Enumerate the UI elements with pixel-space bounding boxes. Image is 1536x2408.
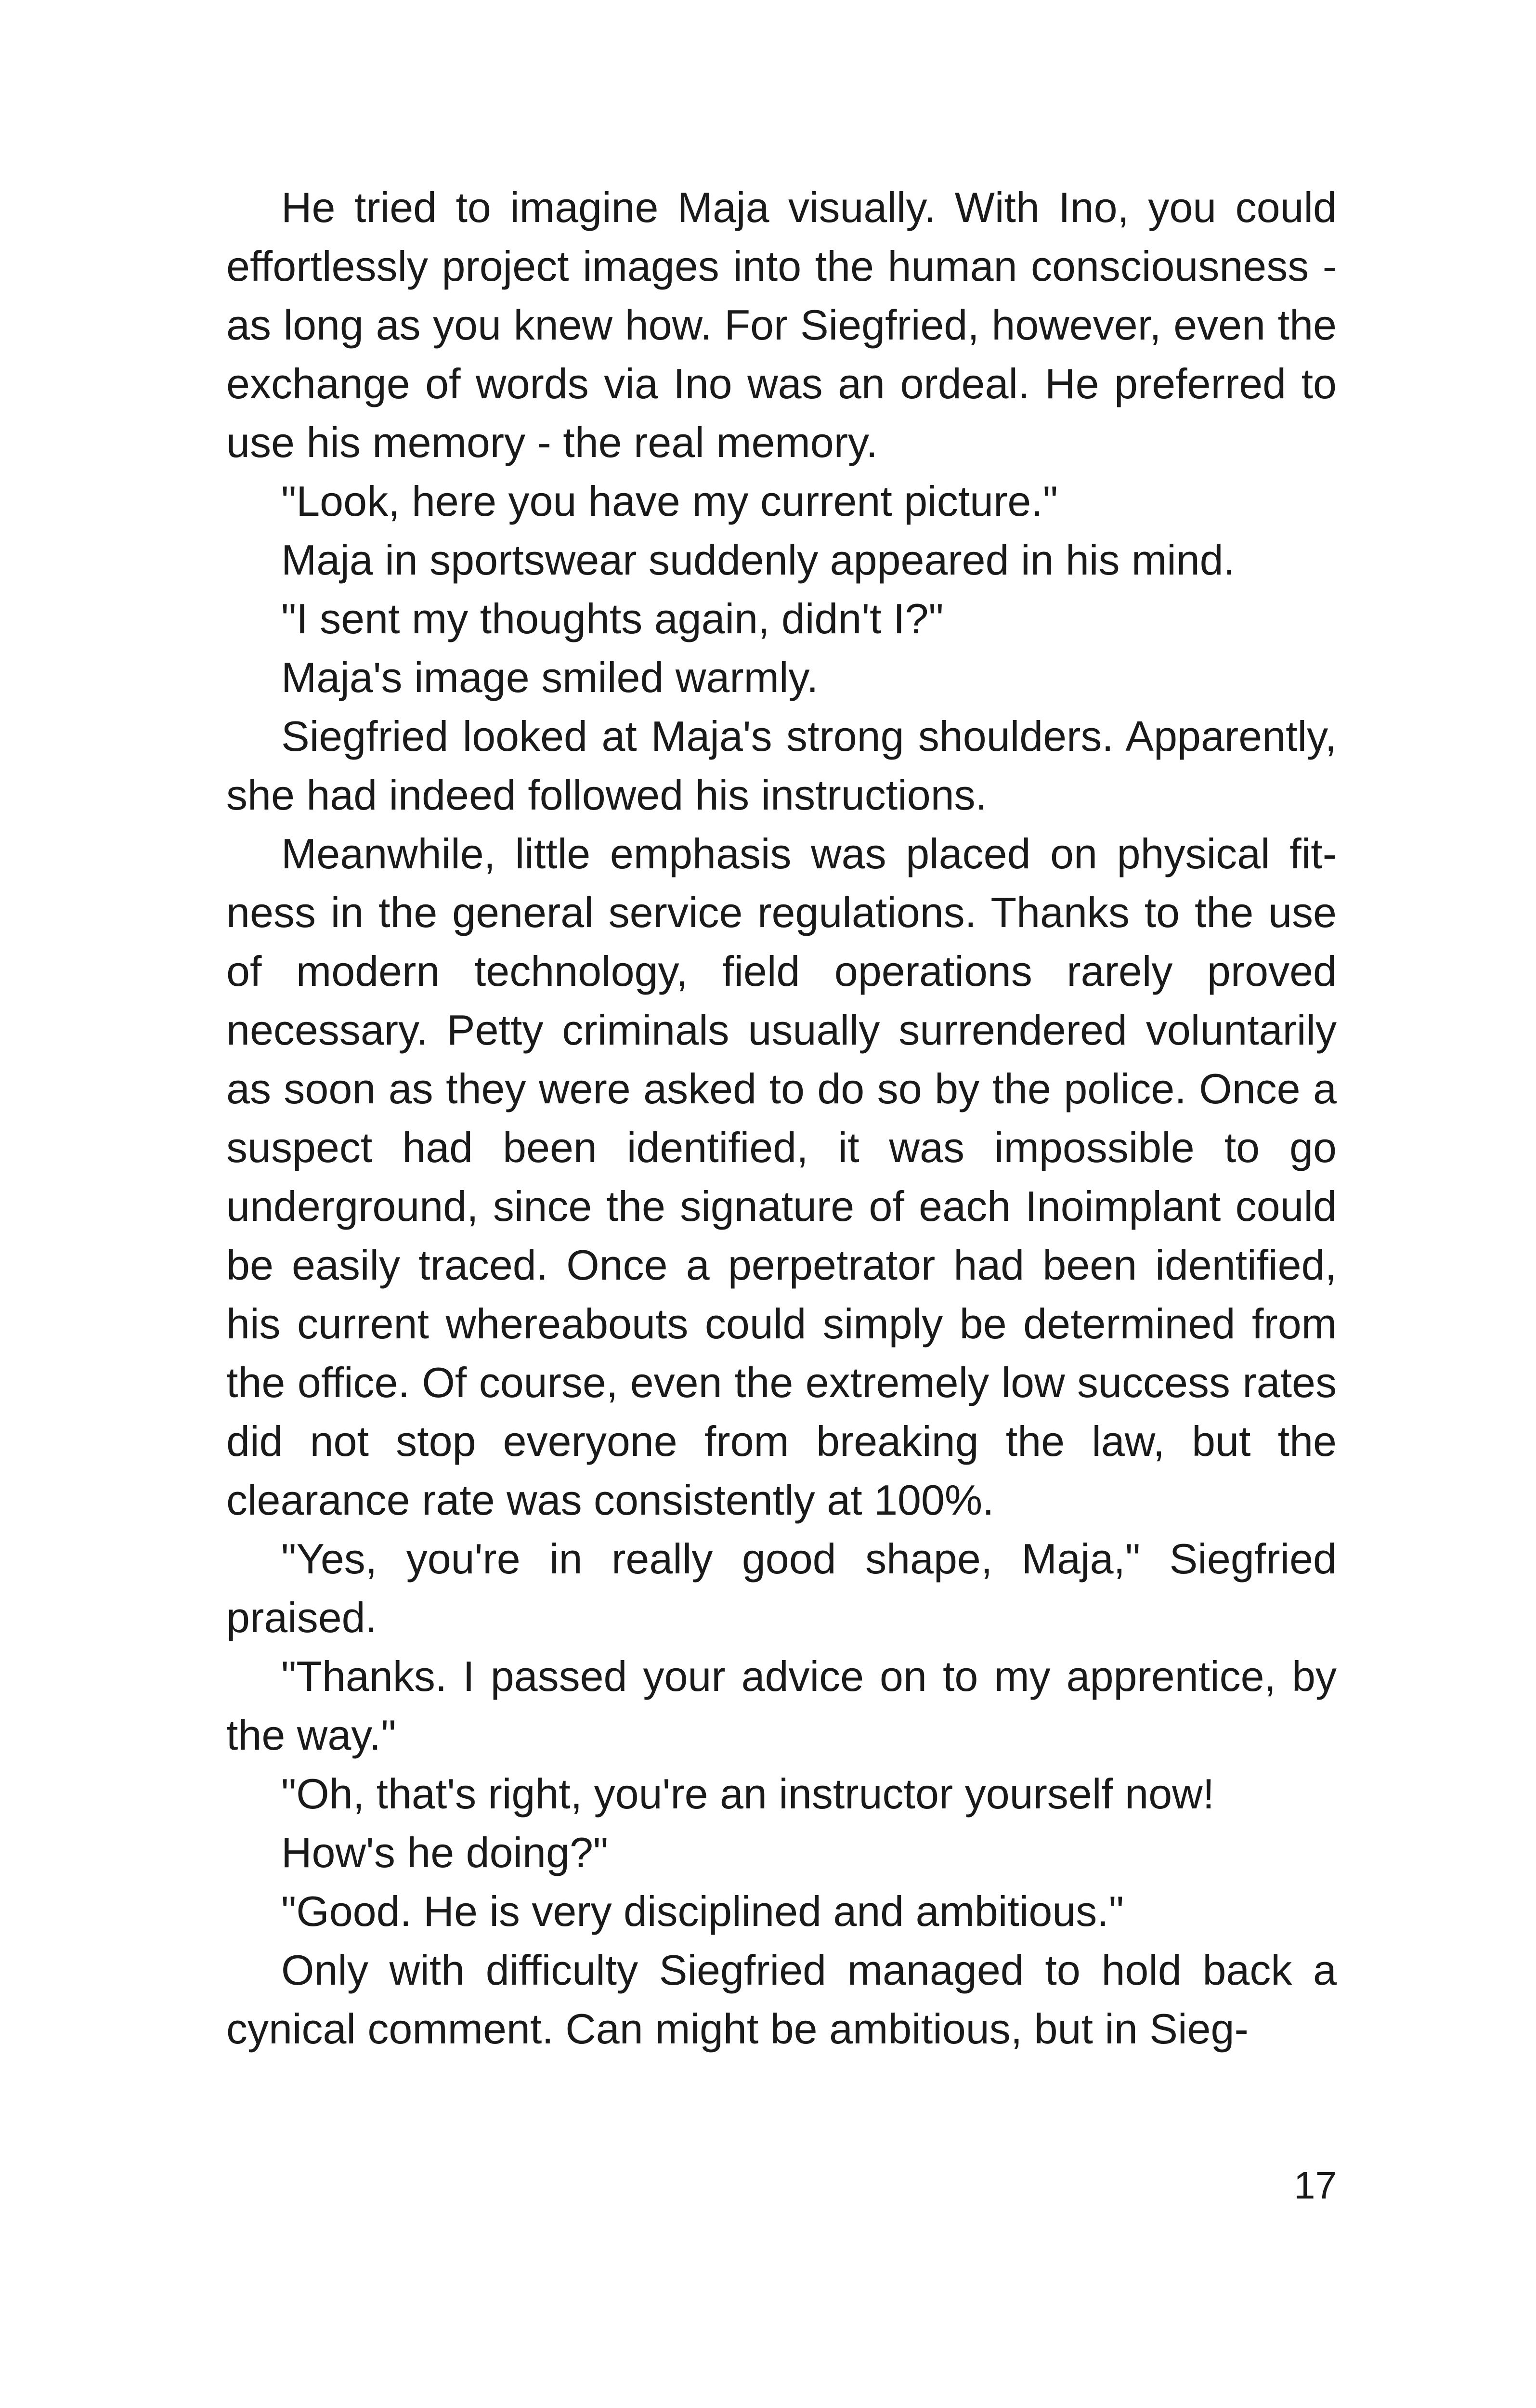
- paragraph: "Good. He is very disciplined and ambitious.": [281, 1887, 1124, 1935]
- paragraph: "Look, here you have my current picture.": [281, 477, 1058, 525]
- paragraph: Maja's image smiled warmly.: [281, 654, 819, 701]
- paragraph: "Yes, you're in really good shape, Maja," Siegfried praised.: [226, 1535, 1337, 1641]
- paragraph: "Thanks. I passed your advice on to my apprentice, by the way.": [226, 1652, 1337, 1759]
- paragraph: "I sent my thoughts again, didn't I?": [281, 595, 944, 642]
- paragraph: He tried to imagine Maja visually. With Ino, you could effortlessly project images into the human consciousness - as long as you knew how. For Siegfried, however, even the exchange of words via Ino was an ordeal. He preferred to use his memory - the real memory.: [226, 183, 1337, 466]
- paragraph: "Oh, that's right, you're an instructor yourself now!: [281, 1770, 1215, 1818]
- paragraph: Meanwhile, little emphasis was placed on physical fitness in the general service regulations. Thanks to the use of modern technology, field operations rarely proved necessary. Petty criminals usually surrendered voluntarily as soon as they were asked to do so by the police. Once a suspect had been identified, it was impossible to go underground, since the signature of each Inoimplant could be easily traced. Once a perpetrator had been identified, his current whereabouts could simply be determined from the office. Of course, even the extremely low success rates did not stop everyone from breaking the law, but the clearance rate was consistently at 100%.: [226, 830, 1337, 1524]
- paragraph: Only with difficulty Siegfried managed to hold back a cynical comment. Can might be ambitious, but in Sieg-: [226, 1946, 1337, 2053]
- body-text: [226, 178, 1337, 2058]
- paragraph: How's he doing?": [281, 1829, 609, 1876]
- paragraph: Siegfried looked at Maja's strong shoulders. Apparently, she had indeed followed his instructions.: [226, 712, 1337, 819]
- paragraph: Maja in sportswear suddenly appeared in his mind.: [281, 536, 1236, 584]
- page-number: 17: [1294, 2164, 1337, 2207]
